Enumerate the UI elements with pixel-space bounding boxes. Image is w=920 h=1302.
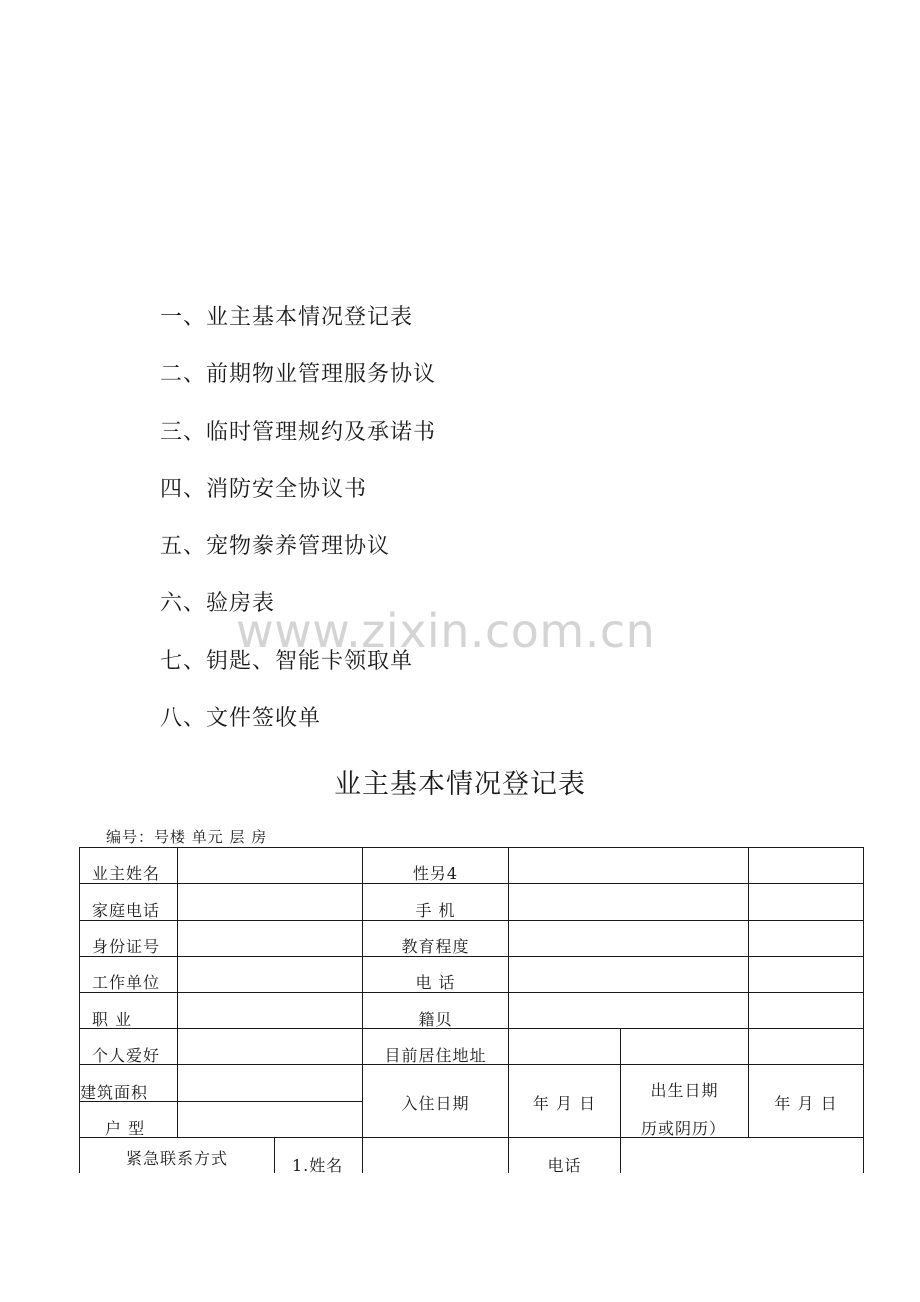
toc-item-7: 七、钥匙、智能卡领取单 (160, 648, 414, 674)
label-hobby: 个人爱好 (92, 1046, 161, 1065)
label-mobile: 手 机 (415, 901, 456, 920)
label-education: 教育程度 (401, 937, 470, 956)
toc-item-8: 八、文件签收单 (160, 706, 322, 732)
label-birth-date-calendar: 历或阴历） (641, 1119, 727, 1138)
label-employer: 工作单位 (92, 973, 161, 992)
label-contact-name: 1.姓名 (292, 1156, 344, 1175)
label-id-number: 身份证号 (92, 937, 161, 956)
toc-item-6: 六、验房表 (160, 591, 276, 617)
label-owner-name: 业主姓名 (92, 864, 161, 883)
label-occupation: 职 业 (92, 1010, 133, 1029)
serial-number-line: 编号：号楼 单元 层 房 (106, 828, 268, 846)
label-emergency-contact: 紧急联系方式 (125, 1149, 228, 1168)
toc-item-1: 一、业主基本情况登记表 (160, 305, 414, 330)
toc-item-3: 三、临时管理规约及承诺书 (160, 419, 437, 445)
table-line (79, 847, 80, 1173)
toc-item-5: 五、宠物豢养管理协议 (160, 534, 391, 560)
toc-item-4: 四、消防安全协议书 (160, 476, 368, 502)
label-phone: 电 话 (415, 973, 456, 992)
birth-date-blank: 年 月 日 (774, 1094, 838, 1113)
table-line (863, 847, 864, 1173)
table-line (177, 847, 178, 1137)
form-title: 业主基本情况登记表 (334, 769, 586, 800)
table-line (79, 847, 864, 848)
label-contact-phone: 电话 (547, 1156, 582, 1175)
watermark: www.zixin.com.cn (236, 604, 656, 658)
label-house-type: 户 型 (105, 1119, 146, 1138)
move-in-date-blank: 年 月 日 (532, 1094, 597, 1113)
label-gender: 性另4 (412, 864, 459, 883)
label-birth-date: 出生日期 (650, 1081, 719, 1100)
table-line (508, 847, 509, 1173)
toc-item-2: 二、前期物业管理服务协议 (160, 362, 437, 388)
table-line (274, 1137, 275, 1173)
table-line (79, 1137, 864, 1138)
label-current-address: 目前居住地址 (384, 1046, 487, 1065)
label-building-area: 建筑面积 (80, 1083, 149, 1102)
label-home-phone: 家庭电话 (92, 901, 161, 920)
label-native-place: 籍贝 (418, 1010, 453, 1029)
label-move-in-date: 入住日期 (401, 1094, 470, 1113)
